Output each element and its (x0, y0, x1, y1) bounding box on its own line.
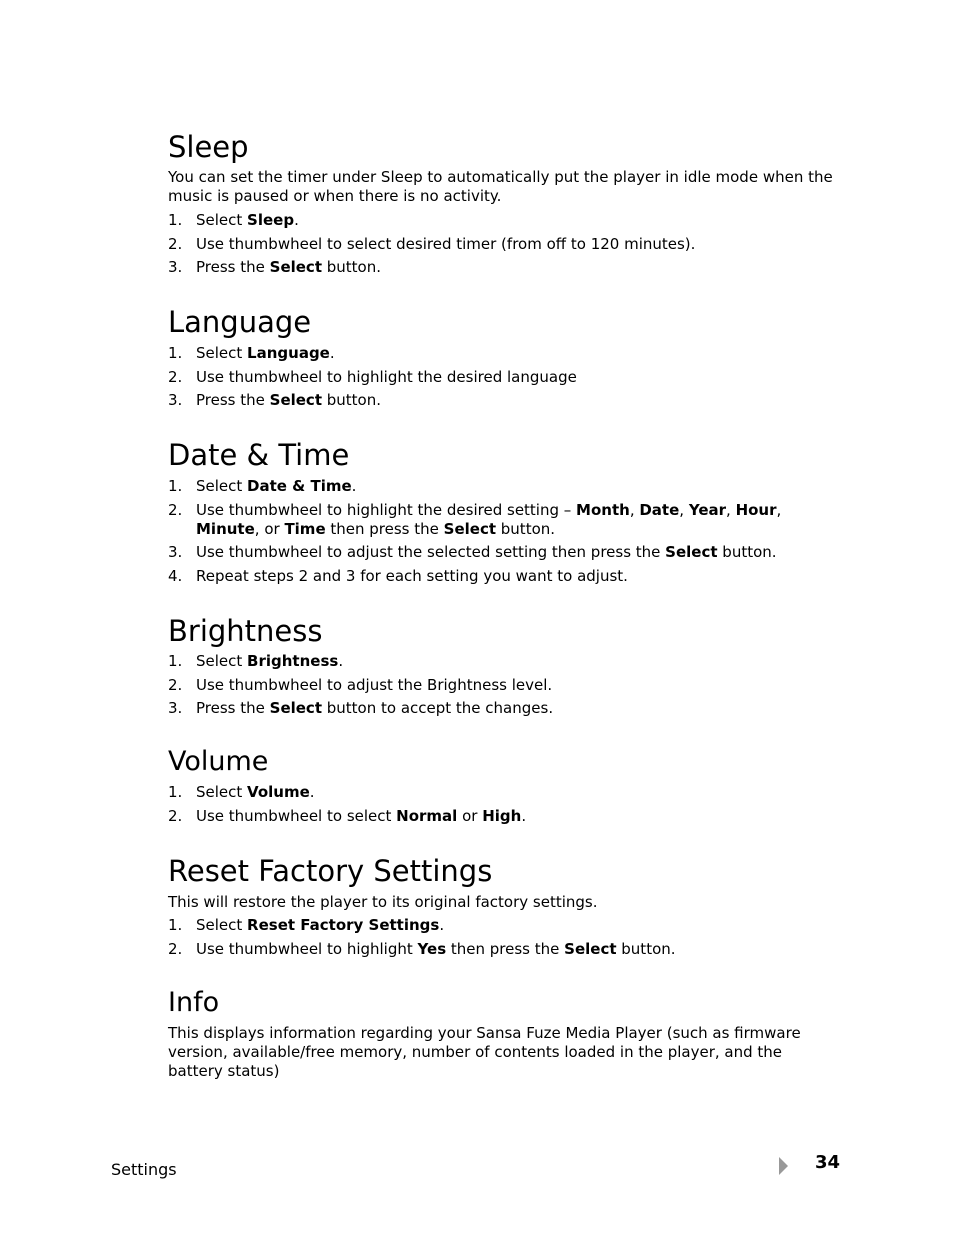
list-item: 3. Press the Select button to accept the changes. (168, 699, 554, 717)
list-item: 2. Use thumbwheel to select desired timer (from off to 120 minutes). (168, 234, 696, 253)
list-item: 3. Use thumbwheel to adjust the selected setting then press the Select button. (168, 543, 777, 561)
list-item: 1. Select Sleep. (168, 211, 299, 229)
info-intro: This displays information regarding your Sansa Fuze Media Player (such as firmware version, available/free memory, number of contents loaded in the player, and the battery status) (168, 1024, 801, 1080)
reset-steps (168, 916, 838, 963)
section-title-date-time: Date & Time (168, 438, 350, 472)
list-item: 2. Use thumbwheel to highlight the desired setting – Month, Date, Year, Hour, Minute, or Time then press the Select button. (168, 500, 782, 538)
datetime-steps (168, 477, 838, 590)
section-title-info: Info (168, 987, 220, 1018)
list-item: 1. Select Volume. (168, 783, 315, 801)
section-title-language: Language (168, 305, 312, 339)
reset-intro: This will restore the player to its original factory settings. (168, 893, 598, 911)
list-item: 2. Use thumbwheel to adjust the Brightness level. (168, 675, 553, 694)
language-steps (168, 344, 838, 415)
section-title-brightness: Brightness (168, 614, 323, 648)
list-item: 1. Select Date & Time. (168, 477, 357, 495)
list-item: 1. Select Brightness. (168, 652, 344, 670)
list-item: 4. Repeat steps 2 and 3 for each setting you want to adjust. (168, 566, 628, 585)
list-item: 1. Select Language. (168, 344, 335, 362)
section-title-sleep: Sleep (168, 130, 249, 164)
sleep-intro: You can set the timer under Sleep to automatically put the player in idle mode when the music is paused or when there is no activity. (168, 168, 833, 205)
footer-section-name: Settings (111, 1160, 177, 1179)
list-item: 3. Press the Select button. (168, 258, 382, 276)
list-item: 1. Select Reset Factory Settings. (168, 916, 445, 934)
brightness-steps (168, 652, 838, 723)
volume-steps (168, 783, 838, 830)
sleep-steps (168, 211, 838, 282)
list-item: 2. Use thumbwheel to highlight the desired language (168, 367, 577, 386)
list-item: 2. Use thumbwheel to highlight Yes then press the Select button. (168, 939, 676, 958)
page-number: 34 (815, 1152, 841, 1173)
section-title-volume: Volume (168, 746, 269, 777)
list-item: 3. Press the Select button. (168, 391, 382, 409)
section-title-reset: Reset Factory Settings (168, 854, 493, 888)
triangle-right-icon (779, 1157, 788, 1175)
list-item: 2. Use thumbwheel to select Normal or High. (168, 806, 527, 825)
